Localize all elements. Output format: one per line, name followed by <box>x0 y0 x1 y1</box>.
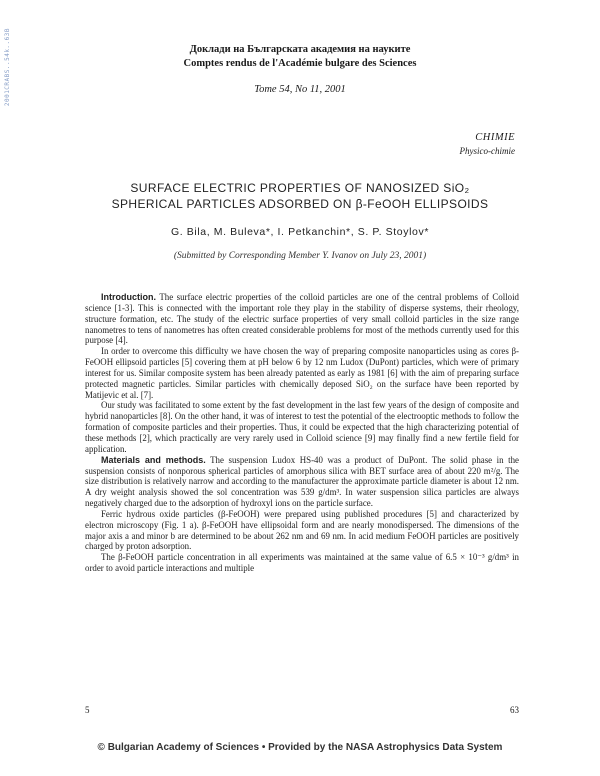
paragraph-introduction <box>85 292 519 346</box>
introduction-heading: Introduction. <box>101 292 156 302</box>
journal-name-french: Comptes rendus de l'Académie bulgare des Sciences <box>183 58 417 69</box>
side-identifier: 2001CRABS..54k..63B <box>4 28 11 107</box>
article-authors: G. Bila, M. Buleva*, I. Petkanchin*, S. P. Stoylov* <box>170 226 430 238</box>
journal-header <box>0 43 600 97</box>
section-label <box>460 131 515 158</box>
methods-heading: Materials and methods. <box>101 454 206 465</box>
paragraph: The β-FeOOH particle concentration in all experiments was maintained at the same value of 6.5 × 10⁻³ g/dm³ in order to avoid particle interactions and multiple <box>85 552 519 574</box>
section-secondary: Physico-chimie <box>459 146 515 156</box>
article-title-line-1: SURFACE ELECTRIC PROPERTIES OF NANOSIZED SiO₂ <box>130 181 470 195</box>
article-title <box>60 180 540 212</box>
paragraph: Our study was facilitated to some extent by the fast development in the last few years of the design of composite and hybrid nanoparticles [8]. On the other hand, it was of interest to test the potential of the electrooptic methods to follow the formation of composite particles and their properties. Thus, it could be expected that the high characterizing potential of these methods [2], which practically are very rarely used in Colloid science [9] may finally find a new fertile field for application. <box>85 400 519 454</box>
paragraph-methods <box>85 455 519 509</box>
section-primary: CHIMIE <box>475 132 515 143</box>
submission-note: (Submitted by Corresponding Member Y. Ivanov on July 23, 2001) <box>173 251 427 261</box>
issue-number: 5 <box>85 705 90 715</box>
ads-footer: © Bulgarian Academy of Sciences • Provided by the NASA Astrophysics Data System <box>97 742 503 753</box>
page-number: 63 <box>510 705 519 715</box>
journal-volume: Tome 54, No 11, 2001 <box>254 84 346 95</box>
article-title-line-2: SPHERICAL PARTICLES ADSORBED ON β-FeOOH ELLIPSOIDS <box>111 197 489 211</box>
paragraph-text: The suspension Ludox HS-40 was a product of DuPont. The solid phase in the suspension consists of nonporous spherical particles of amorphous silica with BET surface area of about 220 m²/g. The size distribution is relatively narrow and according to the manufacturer the approximate particle diameter is about 12 nm. A dry weight analysis showed the sol concentration was 539 g/dm³. In water suspension silica particles are always negatively charged due to the adsorption of hydroxyl ions on the particle surface. <box>85 454 519 509</box>
article-body <box>85 292 519 574</box>
journal-name-bulgarian: Доклади на Българската академия на науките <box>189 44 411 55</box>
paragraph: In order to overcome this difficulty we have chosen the way of preparing composite nanoparticles using as cores β-FeOOH ellipsoid particles [5] covering them at pH below 6 by 12 nm Ludox (DuPont) particles, which were of primary interest for us. Similar composite system has been already patented as early as 1981 [6] with the aim of preparing surface protected magnetic particles. Similar particles with chemically deposed SiO₂ on the surface have been reported by Matijevic et al. [7]. <box>85 346 519 400</box>
paragraph-text: The surface electric properties of the colloid particles are one of the central problems of Colloid science [1-3]. This is connected with the important role they play in the stability of disperse systems, their rheology, structure formation, etc. The study of the electric surface properties of very small colloid particles in the size range nanometres to tens of nanometres has often created considerable problems for most of the methods currently used for this purpose [4]. <box>85 292 519 346</box>
paragraph: Ferric hydrous oxide particles (β-FeOOH) were prepared using published procedures [5] and characterized by electron microscopy (Fig. 1 a). β-FeOOH have ellipsoidal form and are nearly monodispersed. The dimensions of the major axis a and minor b are determined to be about 262 nm and 69 nm. In acid medium FeOOH particles are positively charged by proton adsorption. <box>85 508 519 552</box>
